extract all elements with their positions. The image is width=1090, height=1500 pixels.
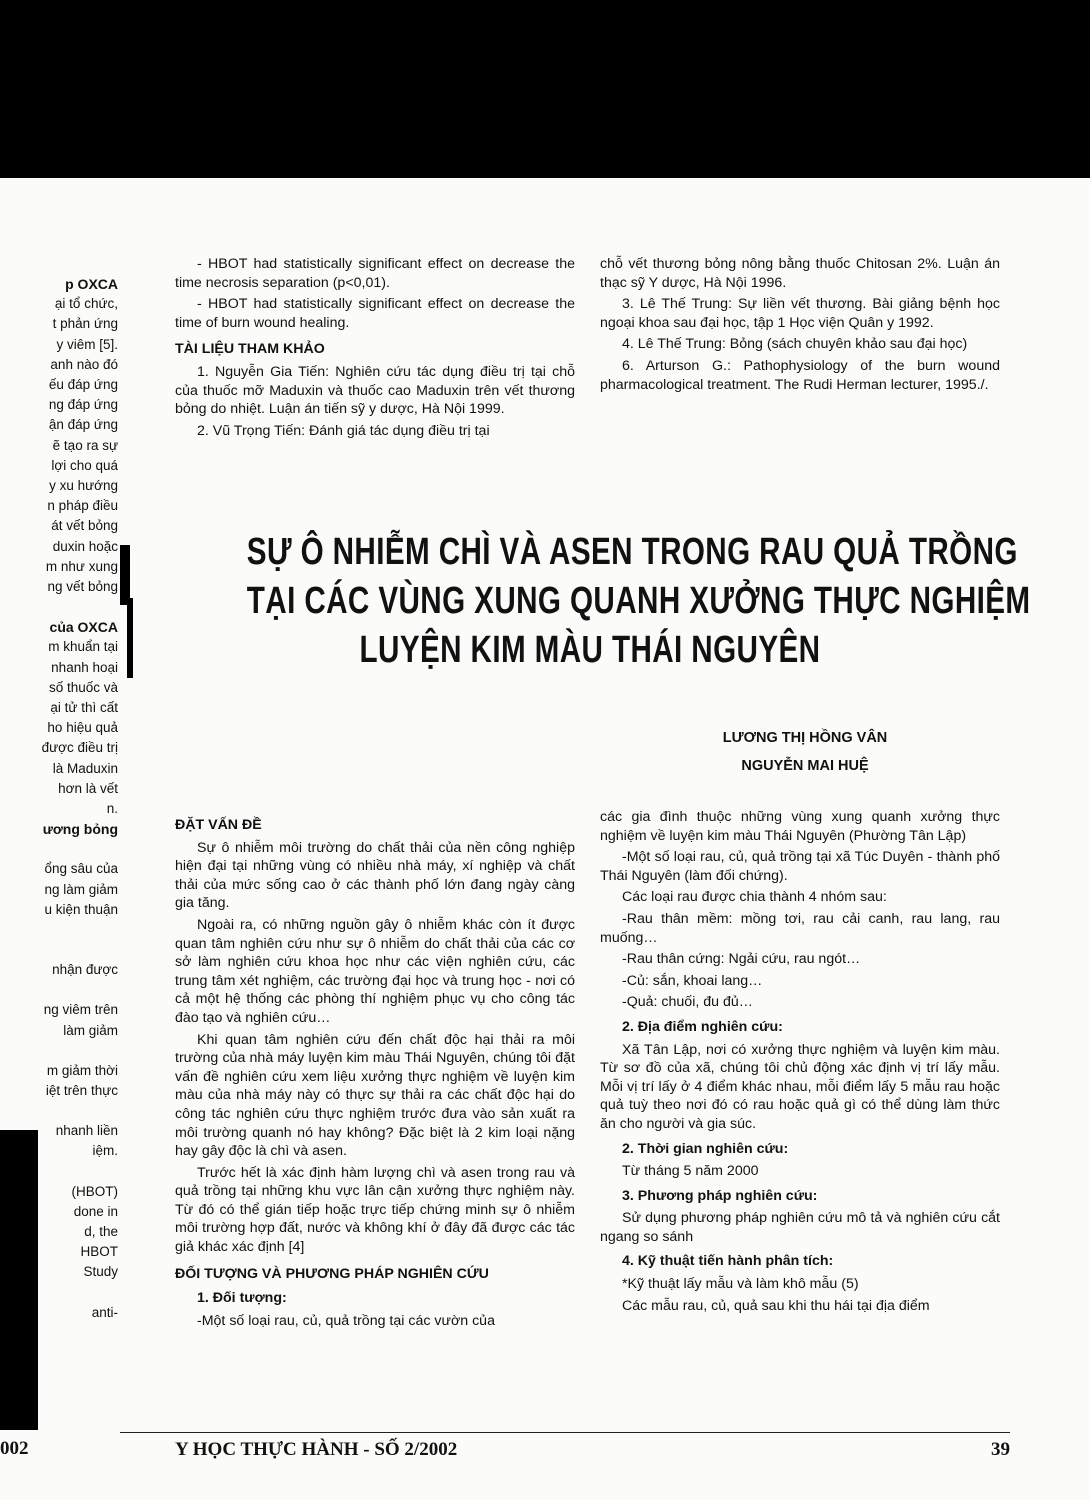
- fragment-line: nhanh hoại: [51, 659, 118, 675]
- body-column-1: [175, 808, 575, 1333]
- fragment-line: ương bỏng: [42, 821, 118, 838]
- fragment-line: [0, 940, 118, 960]
- fragment-line: HBOT: [80, 1244, 118, 1260]
- fragment-line: số thuốc và: [48, 679, 118, 695]
- fragment-line: u kiện thuận: [44, 901, 118, 917]
- reference-item: 1. Nguyễn Gia Tiến: Nghiên cứu tác dụng điều trị tại chỗ của thuốc mỡ Maduxin và thuốc cao Maduxin trên vết thương bỏng do nhiệt. Luận án tiến sỹ y dược, Hà Nội 1999.: [175, 363, 575, 418]
- fragment-line: (HBOT): [71, 1183, 118, 1199]
- fragment-line: làm giảm: [63, 1022, 118, 1038]
- subsection-heading: 2. Địa điểm nghiên cứu:: [622, 1018, 783, 1035]
- fragment-line: iệm.: [92, 1143, 118, 1159]
- reference-item: 2. Vũ Trọng Tiến: Đánh giá tác dụng điều trị tại: [197, 422, 490, 439]
- fragment-line: của OXCA: [49, 619, 118, 636]
- references-heading: TÀI LIỆU THAM KHẢO: [175, 341, 325, 358]
- paragraph: *Kỹ thuật lấy mẫu và làm khô mẫu (5): [622, 1276, 859, 1293]
- abstract-point: - HBOT had statistically significant effect on decrease the time of burn wound healing.: [175, 296, 575, 331]
- fragment-line: [0, 1041, 118, 1061]
- paragraph: Khi quan tâm nghiên cứu đến chất độc hại thải ra môi trường của nhà máy luyện kim màu Thái Nguyên, chúng tôi đặt vấn đề nghiên cứu xem liệu xưởng thực nghiệm về luyện kim màu của nhà máy này có thực sự thải ra các chất độc hại do công tác nghiên cứu thực nghiệm trước đưa vào sản xuất ra môi trường quanh nó hay không? Đặc biệt là 2 kim loại nặng hay gây độc là chì và asen.: [175, 1031, 575, 1160]
- fragment-line: nhận được: [52, 962, 118, 978]
- fragment-line: done in: [73, 1203, 118, 1219]
- fragment-line: ng làm giảm: [44, 881, 118, 897]
- fragment-line: ng viêm trên: [43, 1002, 118, 1018]
- fragment-line: [0, 839, 118, 859]
- subsection-heading: 4. Kỹ thuật tiến hành phân tích:: [622, 1253, 834, 1270]
- fragment-line: p OXCA: [65, 276, 118, 292]
- fragment-line: ng vết bỏng: [47, 579, 118, 595]
- page-number: 39: [991, 1439, 1010, 1460]
- fragment-line: ẽ tạo ra sự: [52, 437, 118, 453]
- binding-mark: [127, 598, 133, 678]
- scan-shadow: [0, 1130, 38, 1430]
- list-item: -Củ: sắn, khoai lang…: [622, 972, 763, 989]
- fragment-line: [0, 1101, 118, 1121]
- binding-mark: [120, 545, 130, 605]
- fragment-line: m như xung: [45, 558, 118, 574]
- fragment-line: t phản ứng: [52, 316, 118, 332]
- paragraph: Các loại rau được chia thành 4 nhóm sau:: [622, 889, 887, 906]
- paragraph: Trước hết là xác định hàm lượng chì và asen trong rau và quả trồng tại những khu vực lân cận xưởng thực nghiệm này. Từ đó có thể gián tiếp hoặc trực tiếp chứng minh sự ô nhiễm môi trường hợp đất, nước và không khí ở đây đã được các tác giả khác xác định [4]: [175, 1164, 575, 1256]
- fragment-line: ổng sâu của: [44, 861, 118, 877]
- fragment-line: iệt trên thực: [45, 1082, 118, 1098]
- fragment-line: [0, 980, 118, 1000]
- fragment-line: n pháp điều: [47, 498, 118, 514]
- reference-item: chỗ vết thương bỏng nông bằng thuốc Chitosan 2%. Luận án thạc sỹ Y dược, Hà Nội 1996.: [600, 256, 1000, 291]
- title-line: TẠI CÁC VÙNG XUNG QUANH XƯỞNG THỰC NGHIỆM: [246, 580, 1031, 622]
- left-page-footer: 002: [0, 1438, 29, 1459]
- fragment-line: duxin hoặc: [52, 538, 118, 554]
- fragment-line: ận đáp ứng: [48, 417, 118, 433]
- fragment-line: nhanh liền: [55, 1123, 118, 1139]
- fragment-line: ếu đáp ứng: [48, 377, 118, 393]
- fragment-line: ại tổ chức,: [54, 296, 118, 312]
- subsection-heading: 1. Đối tượng:: [197, 1290, 287, 1307]
- fragment-line: hơn là vết: [58, 780, 118, 796]
- scan-top-band: [0, 0, 1090, 178]
- fragment-line: d, the: [84, 1223, 118, 1239]
- paragraph: Sự ô nhiễm môi trường do chất thải của nền công nghiệp hiện đại tại những vùng có nhiều nhà máy, xí nghiệp và chất thải của mức sống cao ở các thành phố lớn đang ngày càng gia tăng.: [175, 839, 575, 912]
- fragment-line: ng đáp ứng: [48, 397, 118, 413]
- paragraph: Sử dụng phương pháp nghiên cứu mô tả và nghiên cứu cắt ngang so sánh: [600, 1210, 1000, 1245]
- fragment-line: n.: [106, 801, 118, 817]
- section-heading: ĐẶT VẤN ĐỀ: [175, 817, 262, 833]
- references-column-2: [600, 255, 1000, 397]
- fragment-line: [0, 920, 118, 940]
- section-heading: ĐỐI TƯỢNG VÀ PHƯƠNG PHÁP NGHIÊN CỨU: [175, 1265, 489, 1282]
- fragment-line: được điều trị: [41, 740, 118, 756]
- paragraph: -Một số loại rau, củ, quả trồng tại xã Túc Duyên - thành phố Thái Nguyên (làm đối chứng).: [600, 849, 1000, 884]
- references-column-1: [175, 255, 575, 443]
- list-item: -Rau thân mềm: mồng tơi, rau cải canh, rau lang, rau muống…: [600, 910, 1000, 946]
- fragment-line: Study: [83, 1264, 118, 1280]
- subsection-heading: 2. Thời gian nghiên cứu:: [622, 1140, 789, 1157]
- fragment-line: anh nào đó: [50, 356, 118, 372]
- fragment-line: át vết bỏng: [51, 518, 118, 534]
- list-item: -Quả: chuối, đu đủ…: [622, 994, 753, 1011]
- fragment-line: ho hiệu quả: [47, 720, 118, 736]
- fragment-line: y viêm [5].: [56, 336, 118, 352]
- title-line: LUYỆN KIM MÀU THÁI NGUYÊN: [359, 629, 821, 671]
- author-name: NGUYỄN MAI HUỆ: [741, 758, 869, 774]
- fragment-line: m giảm thời: [46, 1062, 118, 1078]
- paragraph: Từ tháng 5 năm 2000: [622, 1163, 759, 1180]
- paragraph: Xã Tân Lập, nơi có xưởng thực nghiệm và luyện kim màu. Từ sơ đồ của xã, chúng tôi chủ động xác định vị trí lấy mẫu. Mỗi vị trí lấy ở 4 điểm khác nhau, mỗi điểm lấy 5 mẫu rau hoặc quả tuỳ theo nơi đó có rau hoặc quả gì có thể dùng làm thức ăn cho người và gia súc.: [600, 1041, 1000, 1132]
- page-footer: [120, 1432, 1010, 1473]
- list-item: -Rau thân cứng: Ngải cứu, rau ngót…: [622, 951, 861, 968]
- journal-name: Y HỌC THỰC HÀNH - SỐ 2/2002: [175, 1439, 458, 1460]
- paragraph: Các mẫu rau, củ, quả sau khi thu hái tại địa điểm: [622, 1297, 930, 1314]
- fragment-line: anti-: [91, 1304, 118, 1320]
- fragment-line: ại tử thì cất: [50, 700, 118, 716]
- reference-item: 3. Lê Thế Trung: Sự liền vết thương. Bài giảng bệnh học ngoại khoa sau đại học, tập 1 Học viện Quân y 1992.: [600, 296, 1000, 331]
- article-title: [246, 528, 1031, 675]
- title-line: SỰ Ô NHIỄM CHÌ VÀ ASEN TRONG RAU QUẢ TRỒNG: [246, 531, 1018, 573]
- reference-item: 6. Arturson G.: Pathophysiology of the burn wound pharmacological treatment. The Rudi Herman lecturer, 1995./.: [600, 357, 1000, 393]
- paragraph: các gia đình thuộc những vùng xung quanh xưởng thực nghiệm về luyện kim màu Thái Nguyên (Phường Tân Lập): [600, 809, 1000, 844]
- paragraph: -Một số loại rau, củ, quả trồng tại các vườn của: [197, 1312, 495, 1329]
- abstract-point: - HBOT had statistically significant effect on decrease the time necrosis separation (p<0,01).: [175, 256, 575, 291]
- fragment-line: y xu hướng: [49, 478, 118, 494]
- fragment-line: m khuẩn tại: [48, 639, 118, 655]
- body-column-2: [600, 808, 1000, 1318]
- paragraph: Ngoài ra, có những nguồn gây ô nhiễm khác còn ít được quan tâm nghiên cứu như sự ô nhiễm do chất thải của các cơ sở làm nghiên cứu khoa học như các viện nghiên cứu, các trung tâm xét nghiệm, các trường đại học và trung học - nơi có cả một hệ thống các phòng thí nghiệm phục vụ cho công tác đào tạo và nghiên cứu…: [175, 916, 575, 1026]
- reference-item: 4. Lê Thế Trung: Bỏng (sách chuyên khảo sau đại học): [622, 336, 968, 353]
- author-name: LƯƠNG THỊ HỒNG VÂN: [722, 730, 888, 746]
- authors: [700, 724, 910, 780]
- fragment-line: [0, 597, 118, 617]
- subsection-heading: 3. Phương pháp nghiên cứu:: [622, 1187, 818, 1204]
- fragment-line: lợi cho quá: [51, 457, 118, 473]
- fragment-line: là Maduxin: [52, 760, 118, 776]
